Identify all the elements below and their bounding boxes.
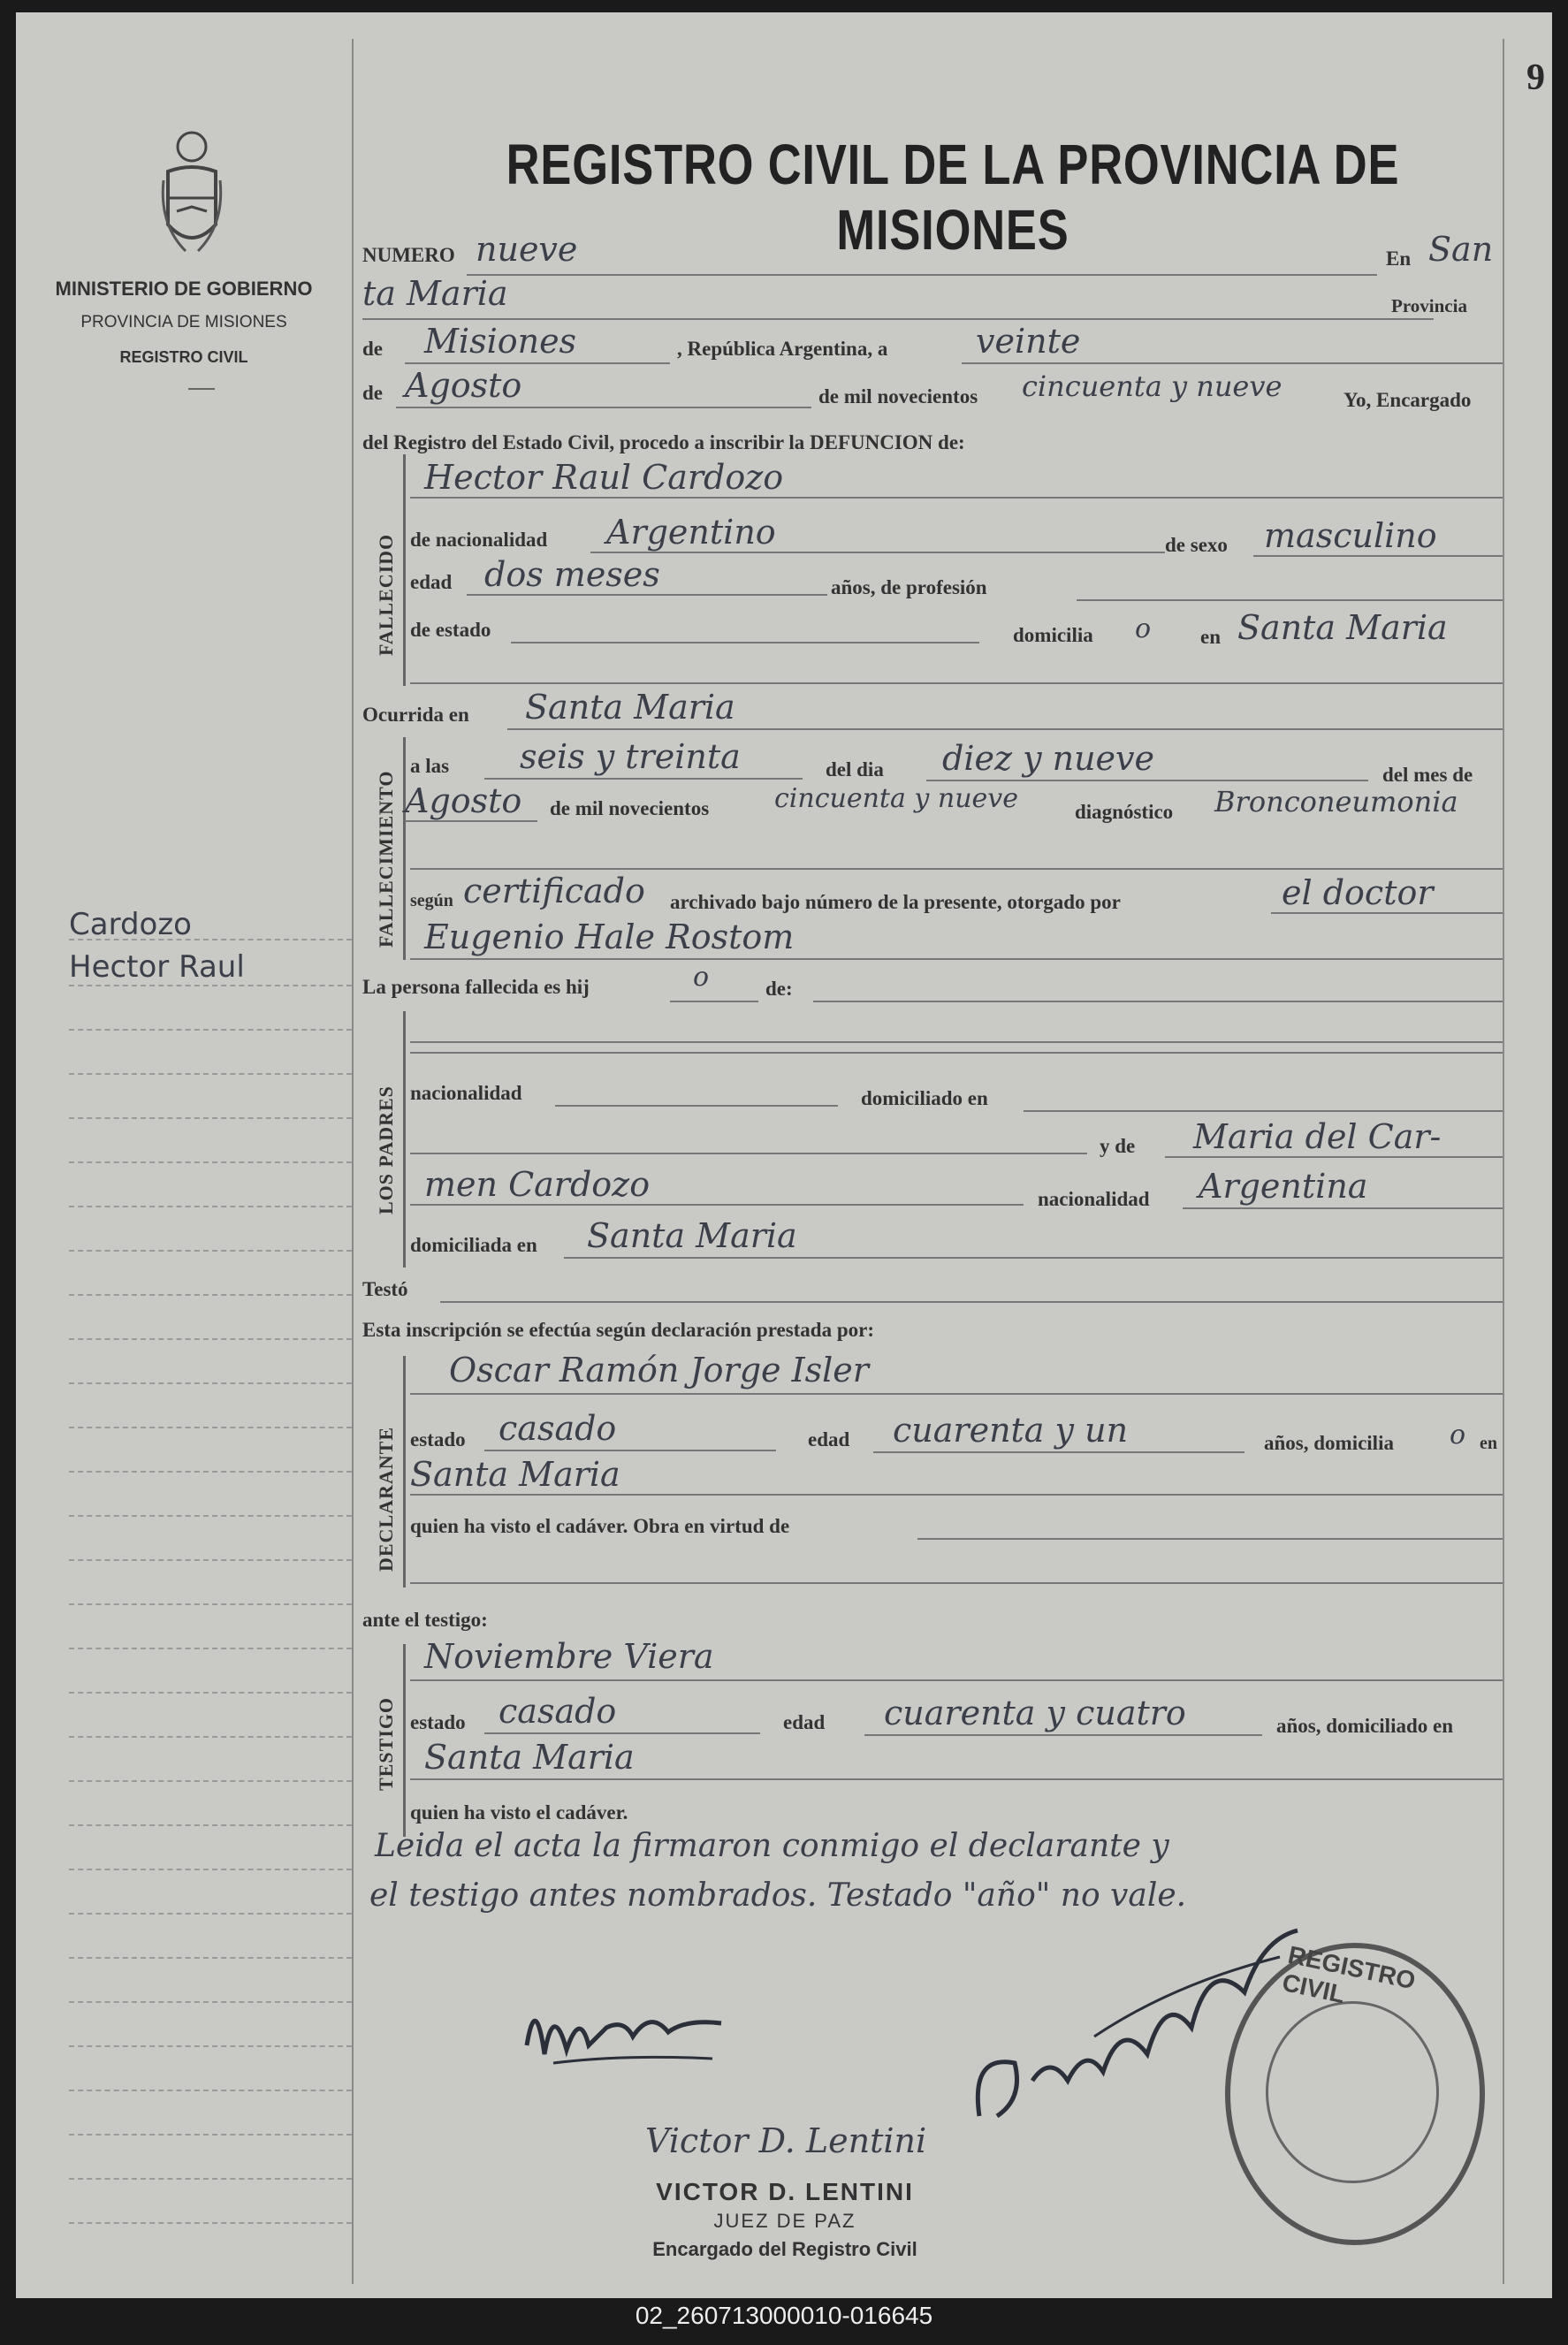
rule (590, 552, 1165, 553)
right-rule (1503, 39, 1504, 2284)
estado-label: de estado (410, 619, 491, 641)
rule (410, 868, 1503, 870)
margin-line (69, 1957, 352, 1959)
rule (405, 362, 670, 364)
nacionalidad-madre-value: Argentina (1199, 1167, 1368, 1206)
declarant-signature (518, 1975, 748, 2081)
margin-line (69, 2134, 352, 2136)
rule (467, 594, 827, 596)
section-brace (403, 1644, 406, 1837)
rule (410, 1204, 1024, 1206)
margin-line (69, 1161, 352, 1163)
declarante-domicilio: Santa Maria (410, 1455, 620, 1494)
rule (410, 1393, 1503, 1395)
margin-line (69, 1603, 352, 1605)
en-value: San (1428, 230, 1494, 269)
judge-role: Encargado del Registro Civil (652, 2238, 917, 2260)
margin-line (69, 2178, 352, 2180)
republica-label: , República Argentina, a (677, 338, 888, 360)
testigo-name: Noviembre Viera (424, 1637, 714, 1676)
domiciliado-label: domiciliado en (861, 1087, 988, 1109)
rule (813, 1001, 1503, 1002)
margin-line (69, 1029, 352, 1031)
domicilio-value: Santa Maria (1237, 608, 1448, 647)
margin-line (69, 1869, 352, 1870)
declarante-dom-suffix: o (1450, 1420, 1466, 1450)
dia-value: diez y nueve (942, 739, 1155, 778)
rule (484, 1450, 776, 1451)
judge-signature: Victor D. Lentini (645, 2121, 927, 2160)
rule (410, 1679, 1503, 1681)
margin-line (69, 1824, 352, 1826)
month-value: Agosto (405, 366, 522, 405)
nacionalidad-madre-label: nacionalidad (1038, 1188, 1150, 1210)
margin-line (69, 1559, 352, 1561)
margin-line (69, 1250, 352, 1252)
rule (1077, 599, 1503, 601)
rule (405, 820, 537, 822)
domicilio-suffix: o (1135, 613, 1152, 644)
domiciliada-value: Santa Maria (587, 1216, 797, 1255)
anos-domicilia-label: años, domicilia (1264, 1432, 1394, 1454)
quien-obra-label: quien ha visto el cadáver. Obra en virtud de (410, 1515, 790, 1537)
fallecimiento-side-label: FALLECIMIENTO (375, 770, 397, 948)
rule (467, 274, 1377, 276)
rule (926, 780, 1368, 781)
margin-line (69, 1780, 352, 1782)
numero-label: NUMERO (362, 244, 455, 266)
rule (410, 1052, 1503, 1054)
delmes-label: del mes de (1382, 764, 1473, 786)
rule (410, 1153, 1087, 1154)
day-value: veinte (976, 322, 1081, 361)
de-label: de (362, 338, 383, 360)
margin-line (69, 1117, 352, 1119)
edad-label-3: edad (783, 1711, 826, 1733)
margin-line (69, 1427, 352, 1428)
estado-label-2: estado (410, 1428, 466, 1450)
section-brace (403, 454, 406, 686)
margin-line (69, 1338, 352, 1340)
rule (484, 778, 803, 780)
declarante-name: Oscar Ramón Jorge Isler (449, 1351, 869, 1389)
ministry-province: PROVINCIA DE MISIONES (80, 313, 287, 331)
rule (670, 1001, 758, 1002)
estado-label-3: estado (410, 1711, 466, 1733)
nacionalidad-label: de nacionalidad (410, 529, 548, 551)
archivado-label: archivado bajo número de la presente, otorgado por (670, 891, 1121, 913)
testigo-side-label: TESTIGO (375, 1696, 397, 1791)
anos-profesion-label: años, de profesión (831, 576, 987, 598)
registry-stamp (1225, 1940, 1485, 2245)
rule (564, 1257, 1503, 1259)
edad-label: edad (410, 571, 453, 593)
diagnostico-label: diagnóstico (1075, 801, 1174, 823)
testigo-edad: cuarenta y cuatro (884, 1694, 1186, 1732)
margin-line (69, 1648, 352, 1649)
rule (864, 1734, 1262, 1736)
doctor-value: el doctor (1282, 873, 1434, 912)
hijo-de-label: de: (765, 978, 793, 1000)
domicilio-label: domicilia (1013, 624, 1093, 646)
declarante-estado: casado (499, 1409, 617, 1448)
margin-line (69, 2001, 352, 2003)
section-brace (403, 1356, 406, 1587)
madre-value: Maria del Car- (1193, 1117, 1442, 1156)
document-page (16, 12, 1552, 2298)
edad-label-2: edad (808, 1428, 850, 1450)
rule (362, 318, 1434, 320)
testigo-estado: casado (499, 1692, 617, 1731)
margin-line (69, 1692, 352, 1694)
rule (1271, 912, 1503, 914)
margin-line (69, 985, 352, 986)
testo-label: Testó (362, 1278, 408, 1300)
ocurrida-label: Ocurrida en (362, 704, 469, 726)
rule (1165, 1156, 1503, 1158)
margin-line (69, 1382, 352, 1384)
rule (917, 1538, 1503, 1540)
margin-surname: Cardozo (69, 907, 192, 942)
rule (410, 497, 1503, 499)
page-number: 9 (1526, 57, 1545, 98)
de-label-2: de (362, 382, 383, 404)
province-value: Misiones (424, 322, 577, 361)
margin-line (69, 1736, 352, 1738)
page-title: REGISTRO CIVIL DE LA PROVINCIA DE MISIONES (506, 133, 1400, 262)
rule (1183, 1207, 1503, 1209)
segun-label: según (410, 891, 453, 910)
anos-domiciliado-label: años, domiciliado en (1276, 1715, 1454, 1737)
margin-line (69, 2045, 352, 2047)
ano-value: cincuenta y nueve (774, 783, 1018, 814)
mil-label-2: de mil novecientos (550, 797, 710, 819)
testigo-intro: ante el testigo: (362, 1609, 488, 1631)
margin-line (69, 1294, 352, 1296)
rule (555, 1105, 838, 1107)
divider (188, 388, 215, 390)
ministry-name: MINISTERIO DE GOBIERNO (55, 278, 313, 300)
sexo-label: de sexo (1165, 534, 1228, 556)
margin-line (69, 2090, 352, 2091)
segun-value: certificado (463, 872, 645, 910)
rule (962, 362, 1503, 364)
ocurrida-value: Santa Maria (525, 688, 735, 727)
declarante-side-label: DECLARANTE (375, 1426, 397, 1572)
padres-side-label: LOS PADRES (375, 1085, 397, 1214)
testigo-domicilio: Santa Maria (424, 1738, 635, 1777)
margin-line (69, 1515, 352, 1517)
rule (410, 1582, 1503, 1584)
quien-visto-label: quien ha visto el cadáver. (410, 1801, 628, 1823)
doctor-name: Eugenio Hale Rostom (424, 917, 795, 956)
margin-line (69, 1206, 352, 1207)
en-label: en (1200, 626, 1221, 648)
yde-label: y de (1100, 1135, 1136, 1157)
deceased-name: Hector Raul Cardozo (424, 458, 784, 497)
section-brace (403, 1011, 406, 1268)
margin-line (69, 939, 352, 940)
rule (410, 1041, 1503, 1043)
rule (873, 1451, 1245, 1453)
stamp-text: REGISTRO CIVIL (1279, 1940, 1419, 2009)
margin-line (69, 1073, 352, 1075)
rule (484, 1732, 760, 1734)
rule (440, 1301, 1503, 1303)
rule (1253, 555, 1503, 557)
margin-line (69, 2222, 352, 2224)
locality-value: ta Maria (362, 274, 508, 313)
margin-column (16, 12, 352, 2298)
closing-line-1: Leida el acta la firmaron conmigo el declarante y (375, 1828, 1169, 1864)
section-brace (403, 737, 406, 960)
edad-value: dos meses (484, 555, 660, 594)
rule (410, 682, 1503, 684)
numero-value: nueve (476, 230, 578, 269)
deldia-label: del dia (826, 758, 884, 780)
rule (507, 728, 1503, 730)
rule (410, 958, 1503, 960)
provincia-label: Provincia (1391, 295, 1467, 316)
hora-value: seis y treinta (520, 737, 741, 776)
rule (396, 407, 811, 408)
mil-label: de mil novecientos (818, 385, 978, 407)
nacionalidad-value: Argentino (606, 513, 776, 552)
margin-line (69, 1913, 352, 1915)
judge-name: VICTOR D. LENTINI (656, 2178, 914, 2205)
fallecido-side-label: FALLECIDO (375, 533, 397, 656)
rule (410, 1494, 1503, 1496)
nacionalidad-padre-label: nacionalidad (410, 1082, 522, 1104)
rule (1024, 1110, 1503, 1112)
ministry-registry: REGISTRO CIVIL (119, 348, 248, 366)
en-label-3: en (1480, 1434, 1497, 1453)
alas-label: a las (410, 755, 450, 777)
rule (511, 642, 979, 643)
diagnostico-value: Bronconeumonia (1214, 785, 1458, 818)
rule (410, 1778, 1503, 1780)
registro-line: del Registro del Estado Civil, procedo a inscribir la DEFUNCION de: (362, 431, 965, 453)
margin-given-name: Hector Raul (69, 949, 245, 985)
margin-rule (352, 39, 354, 2284)
judge-title: JUEZ DE PAZ (713, 2210, 856, 2232)
sexo-value: masculino (1264, 516, 1437, 555)
mes-value: Agosto (405, 781, 522, 820)
declarante-edad: cuarenta y un (893, 1411, 1129, 1450)
stamp-inner-ring (1266, 2001, 1439, 2183)
yo-label: Yo, Encargado (1343, 389, 1472, 411)
en-label: En (1386, 247, 1412, 270)
hijo-label: La persona fallecida es hij (362, 976, 590, 998)
year-value: cincuenta y nueve (1022, 369, 1283, 403)
hijo-suffix: o (693, 962, 710, 993)
domiciliada-label: domiciliada en (410, 1234, 537, 1256)
image-id-caption: 02_260713000010-016645 (635, 2302, 933, 2329)
closing-line-2: el testigo antes nombrados. Testado "año" no vale. (369, 1877, 1187, 1914)
madre-value-2: men Cardozo (424, 1165, 651, 1204)
coat-of-arms-icon (159, 127, 225, 258)
inscripcion-label: Esta inscripción se efectúa según declaración prestada por: (362, 1319, 875, 1341)
margin-line (69, 1471, 352, 1473)
